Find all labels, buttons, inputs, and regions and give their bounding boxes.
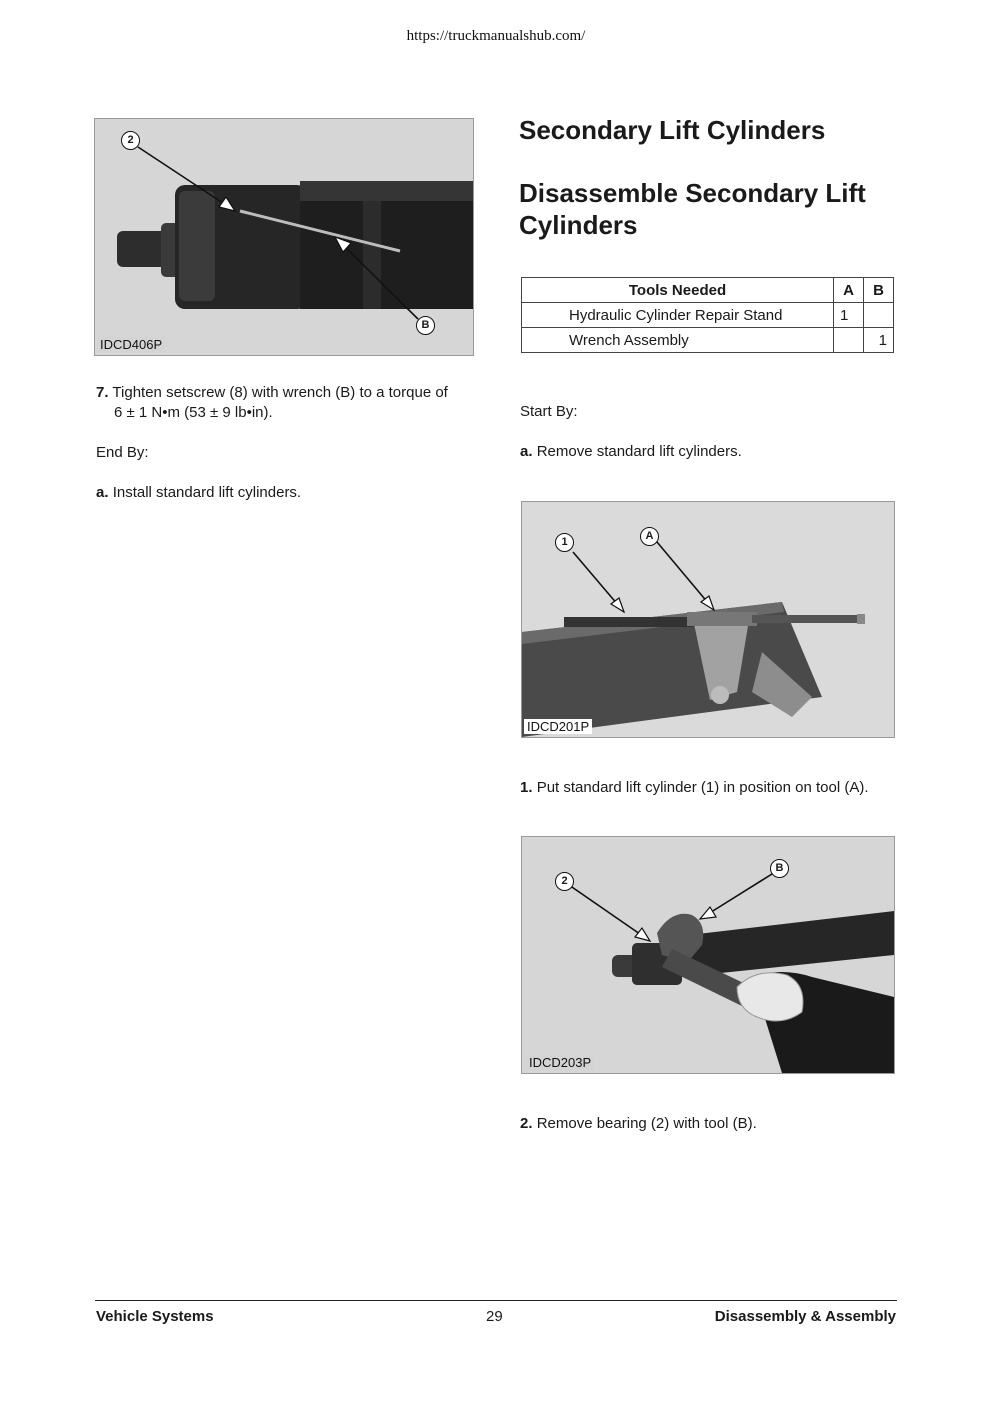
procedure-title bbox=[519, 177, 899, 241]
start-by-item-a bbox=[520, 442, 742, 462]
callout-2: 2 bbox=[555, 872, 574, 891]
callout-b: B bbox=[770, 859, 789, 878]
header-tools-needed: Tools Needed bbox=[522, 278, 834, 303]
tools-table bbox=[521, 277, 894, 353]
procedure-title-line2: Cylinders bbox=[519, 210, 638, 240]
start-by-label: Start By: bbox=[520, 403, 578, 420]
header-a: A bbox=[834, 278, 864, 303]
callout-1: 1 bbox=[555, 533, 574, 552]
step-text: Tighten setscrew (8) with wrench (B) to a torque of bbox=[112, 384, 448, 401]
step-text: Put standard lift cylinder (1) in position on tool (A). bbox=[536, 779, 869, 796]
item-letter: a. bbox=[96, 484, 109, 501]
step-2 bbox=[520, 1114, 900, 1134]
procedure-title-line1: Disassemble Secondary Lift bbox=[519, 178, 866, 208]
table-row bbox=[522, 328, 894, 353]
end-by-item-a bbox=[96, 483, 301, 503]
tool-qty-a bbox=[834, 328, 864, 353]
source-url: https://truckmanualshub.com/ bbox=[406, 28, 586, 44]
figure-bearing-removal bbox=[521, 836, 895, 1074]
cylinder-setscrew-photo bbox=[95, 119, 473, 355]
tool-qty-b bbox=[864, 303, 894, 328]
callout-2: 2 bbox=[121, 131, 140, 150]
figure-code: IDCD201P bbox=[524, 719, 592, 734]
table-row bbox=[522, 303, 894, 328]
step-number: 1. bbox=[520, 779, 533, 796]
table-header-row bbox=[522, 278, 894, 303]
page-number: 29 bbox=[486, 1308, 503, 1325]
figure-cylinder-setscrew bbox=[94, 118, 474, 356]
tool-name: Hydraulic Cylinder Repair Stand bbox=[522, 303, 834, 328]
end-by-label: End By: bbox=[96, 444, 149, 461]
bearing-removal-photo bbox=[522, 837, 894, 1073]
step-text: Remove bearing (2) with tool (B). bbox=[536, 1115, 757, 1132]
figure-code: IDCD406P bbox=[97, 337, 165, 352]
step-number: 7. bbox=[96, 384, 109, 401]
section-title: Secondary Lift Cylinders bbox=[519, 115, 826, 145]
tool-qty-a: 1 bbox=[834, 303, 864, 328]
header-b: B bbox=[864, 278, 894, 303]
figure-code: IDCD203P bbox=[526, 1055, 594, 1070]
step-text-cont: 6 ± 1 N•m (53 ± 9 lb•in). bbox=[114, 404, 273, 421]
item-text: Install standard lift cylinders. bbox=[112, 484, 302, 501]
footer-chapter: Disassembly & Assembly bbox=[714, 1308, 896, 1325]
cylinder-on-stand-photo bbox=[522, 502, 894, 737]
tool-qty-b: 1 bbox=[864, 328, 894, 353]
item-text: Remove standard lift cylinders. bbox=[536, 443, 742, 460]
footer-section: Vehicle Systems bbox=[96, 1308, 214, 1325]
tool-name: Wrench Assembly bbox=[522, 328, 834, 353]
footer-divider bbox=[95, 1300, 897, 1301]
step-number: 2. bbox=[520, 1115, 533, 1132]
step-1 bbox=[520, 778, 900, 798]
callout-b: B bbox=[416, 316, 435, 335]
figure-cylinder-on-stand bbox=[521, 501, 895, 738]
callout-a: A bbox=[640, 527, 659, 546]
item-letter: a. bbox=[520, 443, 533, 460]
step-7 bbox=[96, 383, 476, 423]
